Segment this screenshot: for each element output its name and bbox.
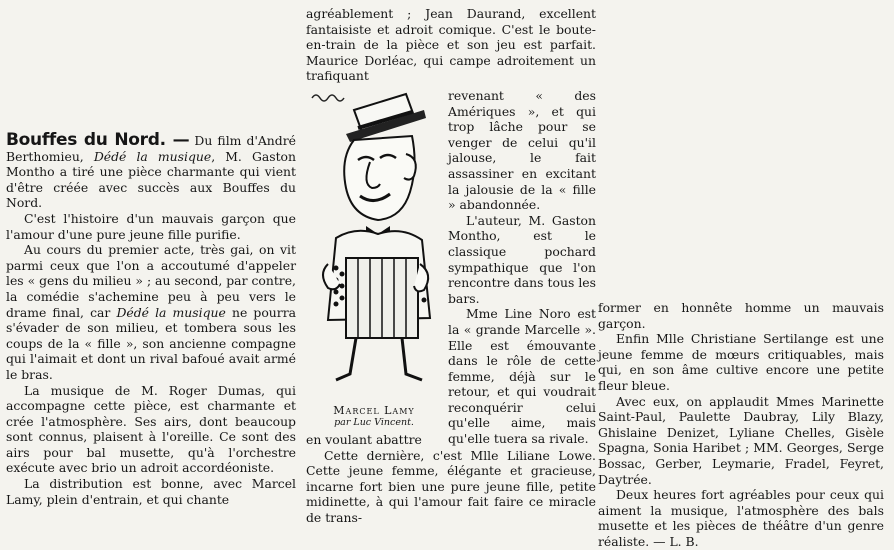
- caption-credit: par Luc Vincent.: [334, 417, 414, 428]
- column-3: [598, 300, 884, 550]
- caption-name: Marcel Lamy: [333, 404, 415, 417]
- paragraph: Enfin Mlle Christiane Sertilange est une jeune femme de mœurs critiquables, mais qui, en son âme cultive encore une petite fleur bleue.: [598, 331, 884, 393]
- column-2-bottom: [306, 432, 596, 526]
- paragraph: Mme Line Noro est la « grande Marcelle ». Elle est émouvante dans le rôle de cette femme, déjà sur le retour, et qui voudrait reconquérir celui qu'elle aime, mais qu'elle tuera sa rivale.: [448, 306, 596, 447]
- paragraph: C'est l'histoire d'un mauvais garçon que l'amour d'une pure jeune fille purifie.: [6, 210, 296, 242]
- paragraph: en voulant abattre: [306, 432, 422, 447]
- column-2-beside-illustration: [448, 88, 596, 447]
- paragraph: former en honnête homme un mauvais garçon.: [598, 300, 884, 331]
- caricature-illustration: [306, 88, 442, 388]
- headline: Bouffes du Nord. —: [6, 130, 190, 150]
- paragraph: La musique de M. Roger Dumas, qui accompagne cette pièce, est charmante et crée l'atmosphère. Ses airs, dont beaucoup sont connus, plaisent à l'oreille. Ce sont des airs pour bal musette, qu'à l'orchestre exécute avec brio un adroit accordéoniste.: [6, 382, 296, 476]
- lead-paragraph: Bouffes du Nord. — Du film d'André Berthomieu, Dédé la musique, M. Gaston Montho a tiré une pièce charmante qui vient d'être créée avec succès aux Bouffes du Nord.: [6, 130, 297, 211]
- paragraph: Cette dernière, c'est Mlle Liliane Lowe. Cette jeune femme, élégante et gracieuse, incarne fort bien une pure jeune fille, petite midinette, à qui l'amour fait faire ce miracle de trans-: [306, 447, 596, 525]
- paragraph: La distribution est bonne, avec Marcel Lamy, plein d'entrain, et qui chante: [6, 476, 296, 507]
- paragraph: L'auteur, M. Gaston Montho, est le classique pochard sympathique que l'on rencontre dans tous les bars.: [448, 212, 596, 306]
- paragraph: agréablement ; Jean Daurand, excellent fantaisiste et adroit comique. C'est le boute-en-train de la pièce et son jeu est parfait. Maurice Dorléac, qui campe adroitement un trafiquant: [306, 6, 596, 84]
- paragraph: Au cours du premier acte, très gai, on vit parmi ceux que l'on a accoutumé d'appeler les « gens du milieu » ; au second, par contre, la comédie s'achemine peu à peu vers le drame final, car Dédé la musique ne pourra s'évader de son milieu, et tombera sous les coups de la « fille », son ancienne compagne qui l'aimait et dont un rival bafoué avait armé le bras.: [6, 242, 296, 382]
- paragraph: Deux heures fort agréables pour ceux qui aiment la musique, l'atmosphère des bals musette et les pièces de théâtre d'un genre réaliste. — L. B.: [598, 487, 884, 549]
- paragraph: revenant « des Amériques », et qui trop lâche pour se venger de celui qu'il jalouse, le fait assassiner en excitant la jalousie de la « fille » abandonnée.: [448, 88, 596, 213]
- paragraph: Avec eux, on applaudit Mmes Marinette Saint-Paul, Paulette Daubray, Lily Blazy, Ghislaine Denizet, Lyliane Chelles, Gisèle Spagna, Sonia Haribet ; MM. Georges, Serge Bossac, Gerber, Leymarie, Fradel, Feyret, Daytrée.: [598, 393, 884, 487]
- column-2-top: [306, 6, 596, 84]
- illustration-caption: [306, 404, 442, 428]
- column-1: [6, 130, 297, 507]
